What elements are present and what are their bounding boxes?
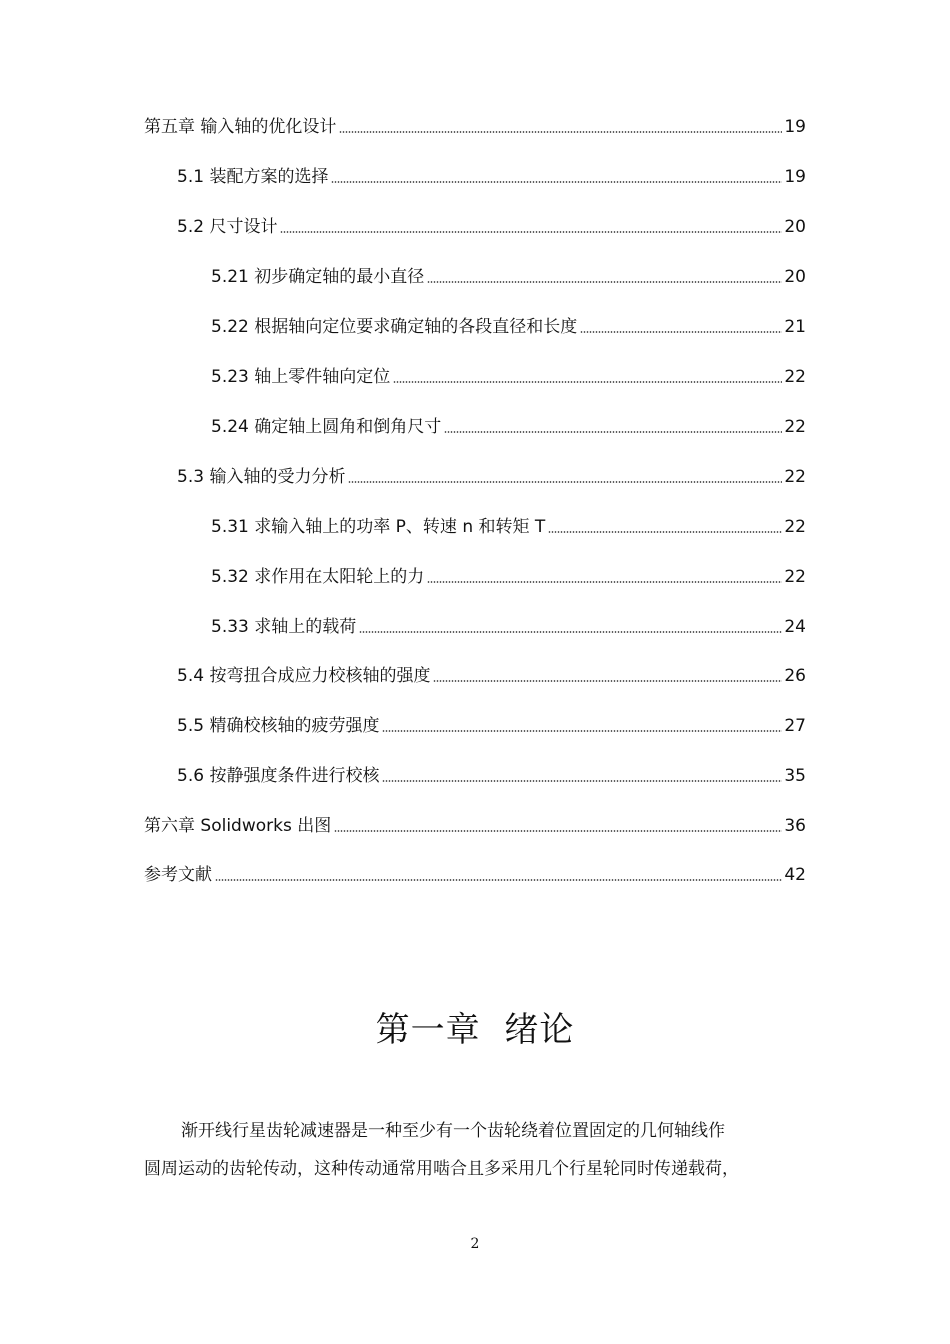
toc-entry-label: 5.32 求作用在太阳轮上的力: [211, 567, 425, 587]
toc-entry[interactable]: [144, 811, 806, 837]
toc-entry[interactable]: [177, 711, 806, 737]
toc-leader-dots: [334, 830, 782, 832]
toc-leader-dots: [382, 780, 782, 782]
toc-entry-page: 26: [784, 666, 806, 686]
toc-entry-label: 5.23 轴上零件轴向定位: [211, 367, 391, 387]
toc-leader-dots: [427, 281, 782, 283]
toc-entry-page: 22: [784, 567, 806, 587]
toc-entry-page: 35: [784, 766, 806, 786]
toc-entry[interactable]: [211, 362, 806, 388]
toc-entry[interactable]: [211, 562, 806, 588]
toc-entry-page: 20: [784, 267, 806, 287]
toc-leader-dots: [382, 730, 782, 732]
toc-entry-page: 22: [784, 467, 806, 487]
toc-entry-label: 5.31 求输入轴上的功率 P、转速 n 和转矩 T: [211, 517, 546, 537]
toc-entry-page: 22: [784, 367, 806, 387]
toc-entry-label: 5.24 确定轴上圆角和倒角尺寸: [211, 417, 442, 437]
toc-entry[interactable]: [177, 761, 806, 787]
toc-entry[interactable]: [144, 112, 806, 138]
page-number: 2: [470, 1236, 480, 1252]
toc-leader-dots: [580, 331, 782, 333]
toc-entry-label: 5.5 精确校核轴的疲劳强度: [177, 716, 380, 736]
toc-leader-dots: [359, 631, 782, 633]
toc-entry-page: 42: [784, 865, 806, 885]
toc-leader-dots: [348, 481, 782, 483]
toc-entry[interactable]: [177, 462, 806, 488]
toc-entry-label: 5.21 初步确定轴的最小直径: [211, 267, 425, 287]
toc-entry[interactable]: [177, 212, 806, 238]
toc-entry-label: 参考文献: [144, 865, 212, 885]
toc-entry-label: 5.2 尺寸设计: [177, 217, 278, 237]
toc-entry-label: 5.33 求轴上的载荷: [211, 617, 357, 637]
toc-leader-dots: [393, 381, 782, 383]
toc-entry[interactable]: [211, 412, 806, 438]
toc-entry[interactable]: [211, 512, 806, 538]
toc-leader-dots: [433, 680, 782, 682]
toc-entry-page: 24: [784, 617, 806, 637]
toc-entry-page: 21: [784, 317, 806, 337]
toc-leader-dots: [548, 531, 782, 533]
toc-leader-dots: [280, 231, 782, 233]
toc-entry[interactable]: [211, 612, 806, 638]
toc-leader-dots: [215, 879, 782, 881]
toc-entry-page: 22: [784, 417, 806, 437]
toc-leader-dots: [427, 581, 782, 583]
toc-entry-page: 27: [784, 716, 806, 736]
toc-entry[interactable]: [144, 860, 806, 886]
toc-leader-dots: [331, 181, 782, 183]
toc-entry-label: 第六章 Solidworks 出图: [144, 816, 332, 836]
toc-entry-page: 20: [784, 217, 806, 237]
toc-entry[interactable]: [177, 162, 806, 188]
toc-entry-page: 36: [784, 816, 806, 836]
toc-entry[interactable]: [177, 661, 806, 687]
toc-entry-page: 19: [784, 167, 806, 187]
toc-entry[interactable]: [211, 262, 806, 288]
toc-entry-label: 5.6 按静强度条件进行校核: [177, 766, 380, 786]
toc-entry-label: 5.3 输入轴的受力分析: [177, 467, 346, 487]
toc-leader-dots: [339, 131, 782, 133]
toc-leader-dots: [444, 431, 782, 433]
toc-entry-label: 5.22 根据轴向定位要求确定轴的各段直径和长度: [211, 317, 578, 337]
toc-entry-label: 5.4 按弯扭合成应力校核轴的强度: [177, 666, 431, 686]
toc-entry-label: 5.1 装配方案的选择: [177, 167, 329, 187]
body-paragraph-line: 圆周运动的齿轮传动，这种传动通常用啮合且多采用几个行星轮同时传递载荷，: [144, 1159, 739, 1179]
chapter-title: 第一章 绪论: [375, 1010, 575, 1050]
toc-entry-label: 第五章 输入轴的优化设计: [144, 117, 337, 137]
toc-entry-page: 22: [784, 517, 806, 537]
toc-entry[interactable]: [211, 312, 806, 338]
body-paragraph-line: 渐开线行星齿轮减速器是一种至少有一个齿轮绕着位置固定的几何轴线作: [181, 1121, 725, 1141]
toc-entry-page: 19: [784, 117, 806, 137]
